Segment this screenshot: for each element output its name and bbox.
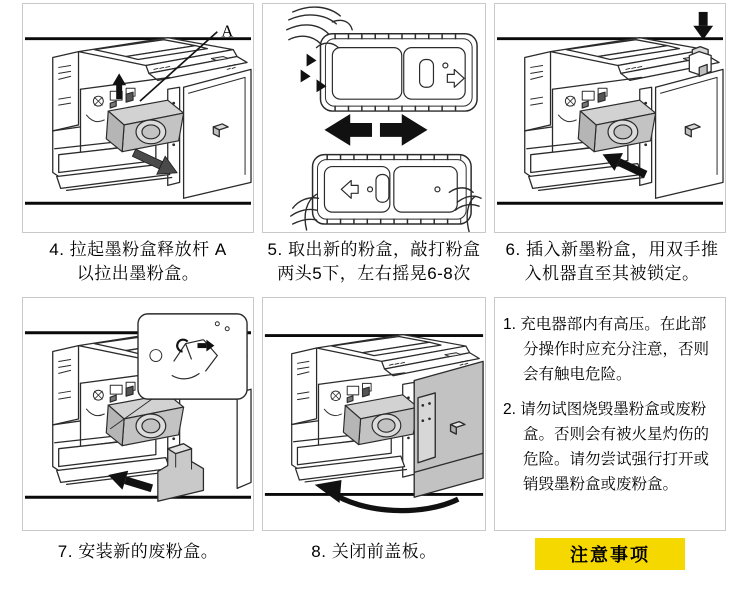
- step5-caption-line1: 5. 取出新的粉盒，敲打粉盒: [267, 240, 481, 259]
- notice-item-1-number: 1.: [503, 316, 516, 333]
- step7-panel: [22, 297, 254, 531]
- label-a: A: [221, 21, 234, 41]
- notice-item-1-text: 充电器部内有高压。在此部分操作时应充分注意，否则会有触电危险。: [520, 316, 710, 383]
- notice-item-2-text: 请勿试图烧毁墨粉盒或废粉盒。否则会有被火星灼伤的危险。请勿尝试强行打开或销毁墨粉盒或废粉盒。: [520, 401, 710, 493]
- step6-panel: [494, 3, 726, 233]
- step5-caption-line2: 两头5下，左右摇晃6-8次: [277, 264, 471, 283]
- step7-illustration: [23, 298, 253, 530]
- step8-panel: [262, 297, 486, 531]
- step4-caption-line1: 4. 拉起墨粉盒释放杆 A: [49, 240, 227, 259]
- step4-illustration: [23, 4, 253, 232]
- notice-item-2: [503, 397, 717, 497]
- open-door-edge: [237, 389, 251, 488]
- step5-illustration: [263, 4, 485, 232]
- step8-illustration: [263, 298, 485, 530]
- step6-caption-line1: 6. 插入新墨粉盒，用双手推: [505, 240, 719, 259]
- new-toner-cartridge-bottom: [313, 155, 472, 224]
- step6-caption-line2: 入机器直至其被锁定。: [524, 264, 700, 283]
- notice-panel: [494, 297, 726, 531]
- step4-caption: [14, 238, 262, 286]
- notice-badge: 注意事项: [535, 538, 685, 570]
- notice-item-2-number: 2.: [503, 401, 516, 418]
- new-toner-cartridge-top: [320, 34, 477, 111]
- step5-panel: [262, 3, 486, 233]
- front-door-open: [414, 361, 483, 497]
- lock-latch-piece: [689, 47, 711, 77]
- shake-right-arrow-icon: [380, 114, 428, 146]
- step6-illustration: [495, 4, 725, 232]
- step7-caption: 7. 安装新的废粉盒。: [57, 542, 219, 561]
- notice-item-1: [503, 312, 717, 387]
- step5-caption: [252, 238, 496, 286]
- detail-inset: [138, 314, 247, 399]
- lift-lever-up-arrow-icon: [112, 73, 126, 99]
- step4-caption-line2: 以拉出墨粉盒。: [76, 264, 200, 283]
- step4-panel: [22, 3, 254, 233]
- shake-left-arrow-icon: [324, 114, 372, 146]
- waste-toner-box: [158, 444, 204, 502]
- down-arrow-icon: [693, 12, 713, 40]
- step8-caption: 8. 关闭前盖板。: [311, 542, 437, 561]
- step6-caption: [488, 238, 736, 286]
